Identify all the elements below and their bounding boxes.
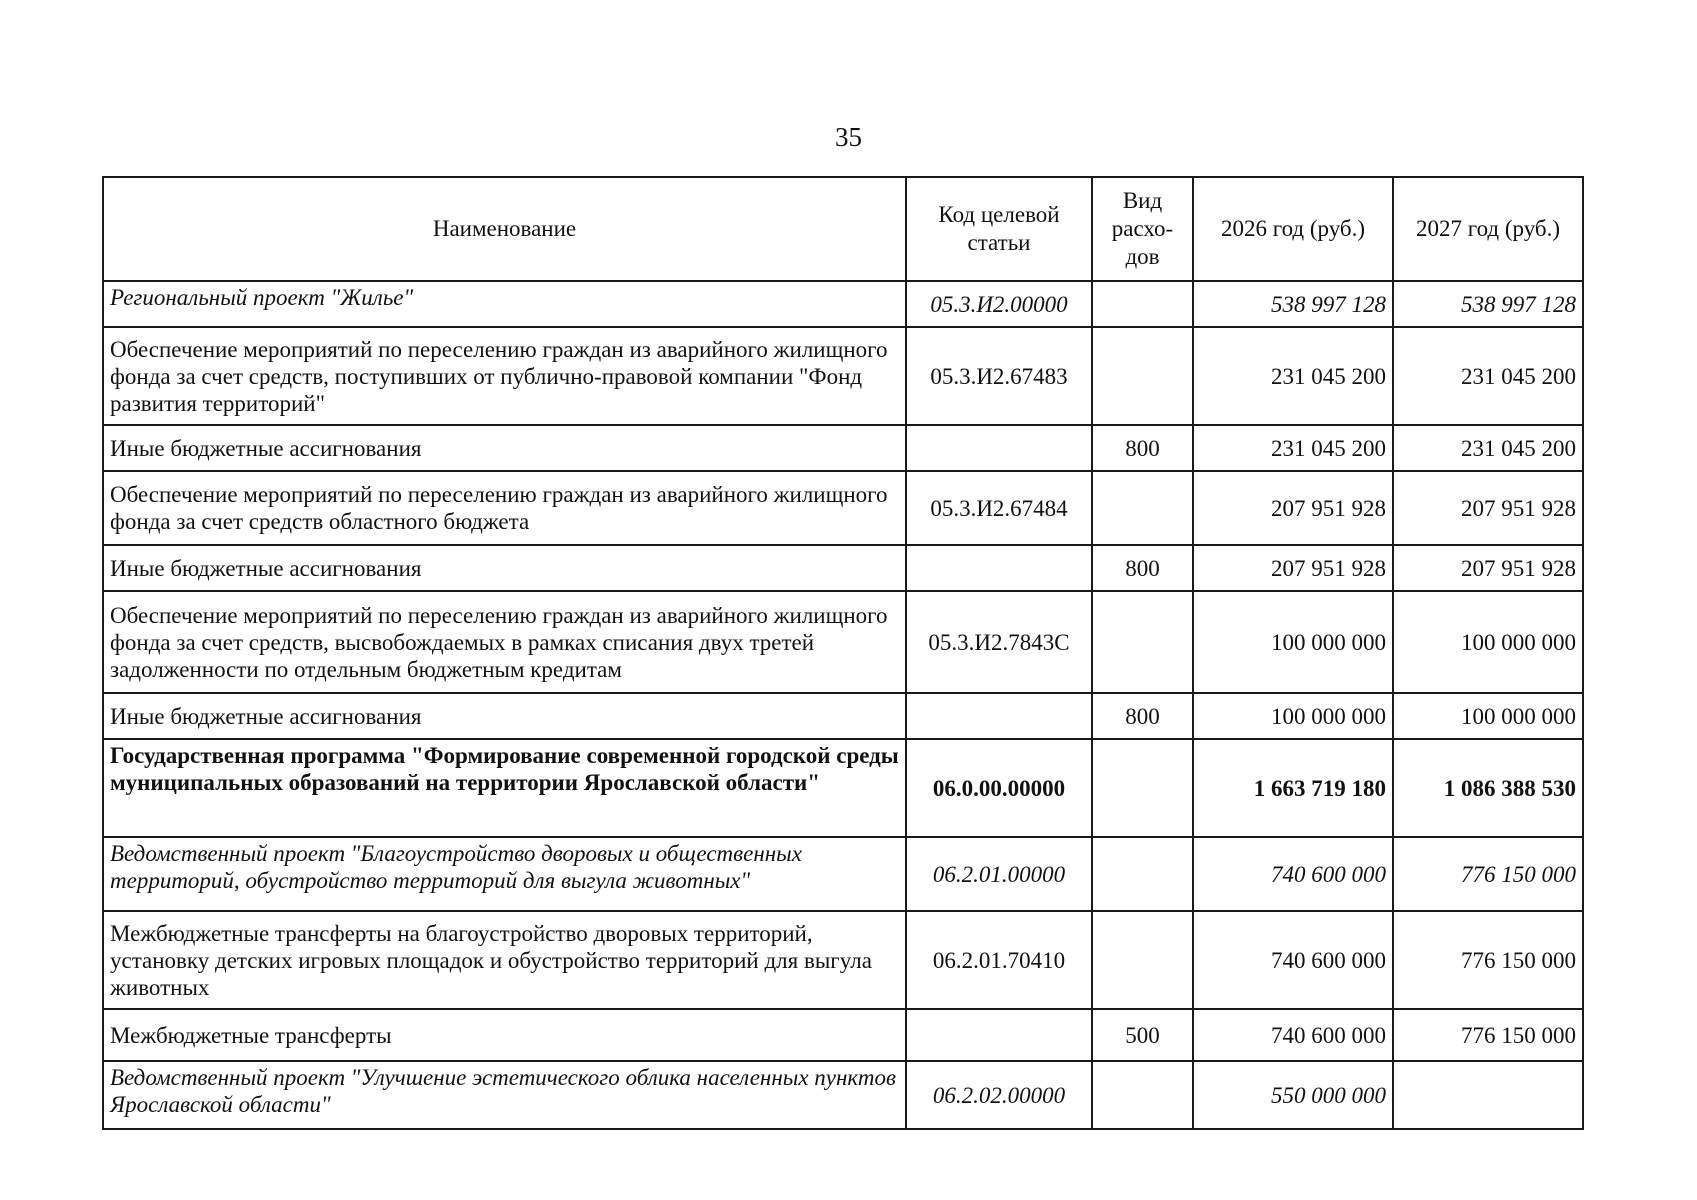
cell-2026: 207 951 928 <box>1193 545 1393 591</box>
cell-2026: 740 600 000 <box>1193 911 1393 1009</box>
table-row <box>103 739 1583 837</box>
cell-name: Ведомственный проект "Благоустройство дворовых и общественных территорий, обустройство территорий для выгула животных" <box>103 837 906 911</box>
cell-2027: 207 951 928 <box>1393 471 1583 545</box>
cell-2026: 740 600 000 <box>1193 1009 1393 1061</box>
cell-kind: 800 <box>1092 693 1193 739</box>
cell-2027: 776 150 000 <box>1393 1009 1583 1061</box>
page-number: 35 <box>835 122 862 152</box>
cell-name: Обеспечение мероприятий по переселению граждан из аварийного жилищного фонда за счет средств, высвобождаемых в рамках списания двух третей задолженности по отдельным бюджетным кредитам <box>103 591 906 693</box>
cell-name: Государственная программа "Формирование современной городской среды муниципальных образований на территории Ярославской области" <box>103 739 906 837</box>
cell-code: 05.3.И2.7843С <box>906 591 1092 693</box>
cell-2027: 1 086 388 530 <box>1393 739 1583 837</box>
cell-2026: 231 045 200 <box>1193 425 1393 471</box>
cell-code: 06.2.02.00000 <box>906 1061 1092 1129</box>
cell-code <box>906 693 1092 739</box>
cell-kind: 800 <box>1092 545 1193 591</box>
cell-2027: 776 150 000 <box>1393 911 1583 1009</box>
cell-2027: 231 045 200 <box>1393 425 1583 471</box>
table-body <box>103 281 1583 1129</box>
table-row <box>103 1009 1583 1061</box>
table-row <box>103 591 1583 693</box>
cell-2026: 100 000 000 <box>1193 693 1393 739</box>
cell-code: 05.3.И2.67484 <box>906 471 1092 545</box>
table-row <box>103 281 1583 327</box>
cell-kind <box>1092 471 1193 545</box>
cell-2026: 207 951 928 <box>1193 471 1393 545</box>
cell-2027: 100 000 000 <box>1393 591 1583 693</box>
cell-code: 05.3.И2.67483 <box>906 327 1092 425</box>
table-row <box>103 545 1583 591</box>
cell-name: Обеспечение мероприятий по переселению граждан из аварийного жилищного фонда за счет средств областного бюджета <box>103 471 906 545</box>
cell-2027 <box>1393 1061 1583 1129</box>
cell-2027: 100 000 000 <box>1393 693 1583 739</box>
cell-2026: 1 663 719 180 <box>1193 739 1393 837</box>
table-row <box>103 693 1583 739</box>
cell-2027: 231 045 200 <box>1393 327 1583 425</box>
table-row <box>103 837 1583 911</box>
header-kind: Вид расхо-дов <box>1092 177 1193 281</box>
cell-2027: 207 951 928 <box>1393 545 1583 591</box>
cell-kind <box>1092 591 1193 693</box>
cell-kind <box>1092 911 1193 1009</box>
cell-code: 06.2.01.00000 <box>906 837 1092 911</box>
cell-kind <box>1092 739 1193 837</box>
cell-kind: 800 <box>1092 425 1193 471</box>
cell-2026: 740 600 000 <box>1193 837 1393 911</box>
cell-name: Ведомственный проект "Улучшение эстетического облика населенных пунктов Ярославской области" <box>103 1061 906 1129</box>
cell-name: Иные бюджетные ассигнования <box>103 693 906 739</box>
cell-code <box>906 425 1092 471</box>
cell-name: Региональный проект "Жилье" <box>103 281 906 327</box>
cell-2026: 231 045 200 <box>1193 327 1393 425</box>
cell-name: Межбюджетные трансферты на благоустройство дворовых территорий, установку детских игровых площадок и обустройство территорий для выгула животных <box>103 911 906 1009</box>
cell-2027: 538 997 128 <box>1393 281 1583 327</box>
header-name: Наименование <box>103 177 906 281</box>
cell-code: 06.0.00.00000 <box>906 739 1092 837</box>
cell-code <box>906 1009 1092 1061</box>
cell-name: Иные бюджетные ассигнования <box>103 425 906 471</box>
budget-table <box>102 176 1584 1130</box>
cell-kind <box>1092 837 1193 911</box>
cell-code: 06.2.01.70410 <box>906 911 1092 1009</box>
cell-2026: 550 000 000 <box>1193 1061 1393 1129</box>
cell-code <box>906 545 1092 591</box>
table-row <box>103 911 1583 1009</box>
table-header-row <box>103 177 1583 281</box>
cell-2026: 538 997 128 <box>1193 281 1393 327</box>
table-row <box>103 425 1583 471</box>
cell-name: Межбюджетные трансферты <box>103 1009 906 1061</box>
header-code: Код целевой статьи <box>906 177 1092 281</box>
header-2027: 2027 год (руб.) <box>1393 177 1583 281</box>
cell-name: Обеспечение мероприятий по переселению граждан из аварийного жилищного фонда за счет средств, поступивших от публично-правовой компании "Фонд развития территорий" <box>103 327 906 425</box>
cell-2027: 776 150 000 <box>1393 837 1583 911</box>
cell-kind <box>1092 327 1193 425</box>
table-row <box>103 471 1583 545</box>
cell-kind <box>1092 1061 1193 1129</box>
cell-name: Иные бюджетные ассигнования <box>103 545 906 591</box>
cell-kind: 500 <box>1092 1009 1193 1061</box>
table-row <box>103 327 1583 425</box>
header-2026: 2026 год (руб.) <box>1193 177 1393 281</box>
cell-code: 05.3.И2.00000 <box>906 281 1092 327</box>
cell-2026: 100 000 000 <box>1193 591 1393 693</box>
table-row <box>103 1061 1583 1129</box>
cell-kind <box>1092 281 1193 327</box>
